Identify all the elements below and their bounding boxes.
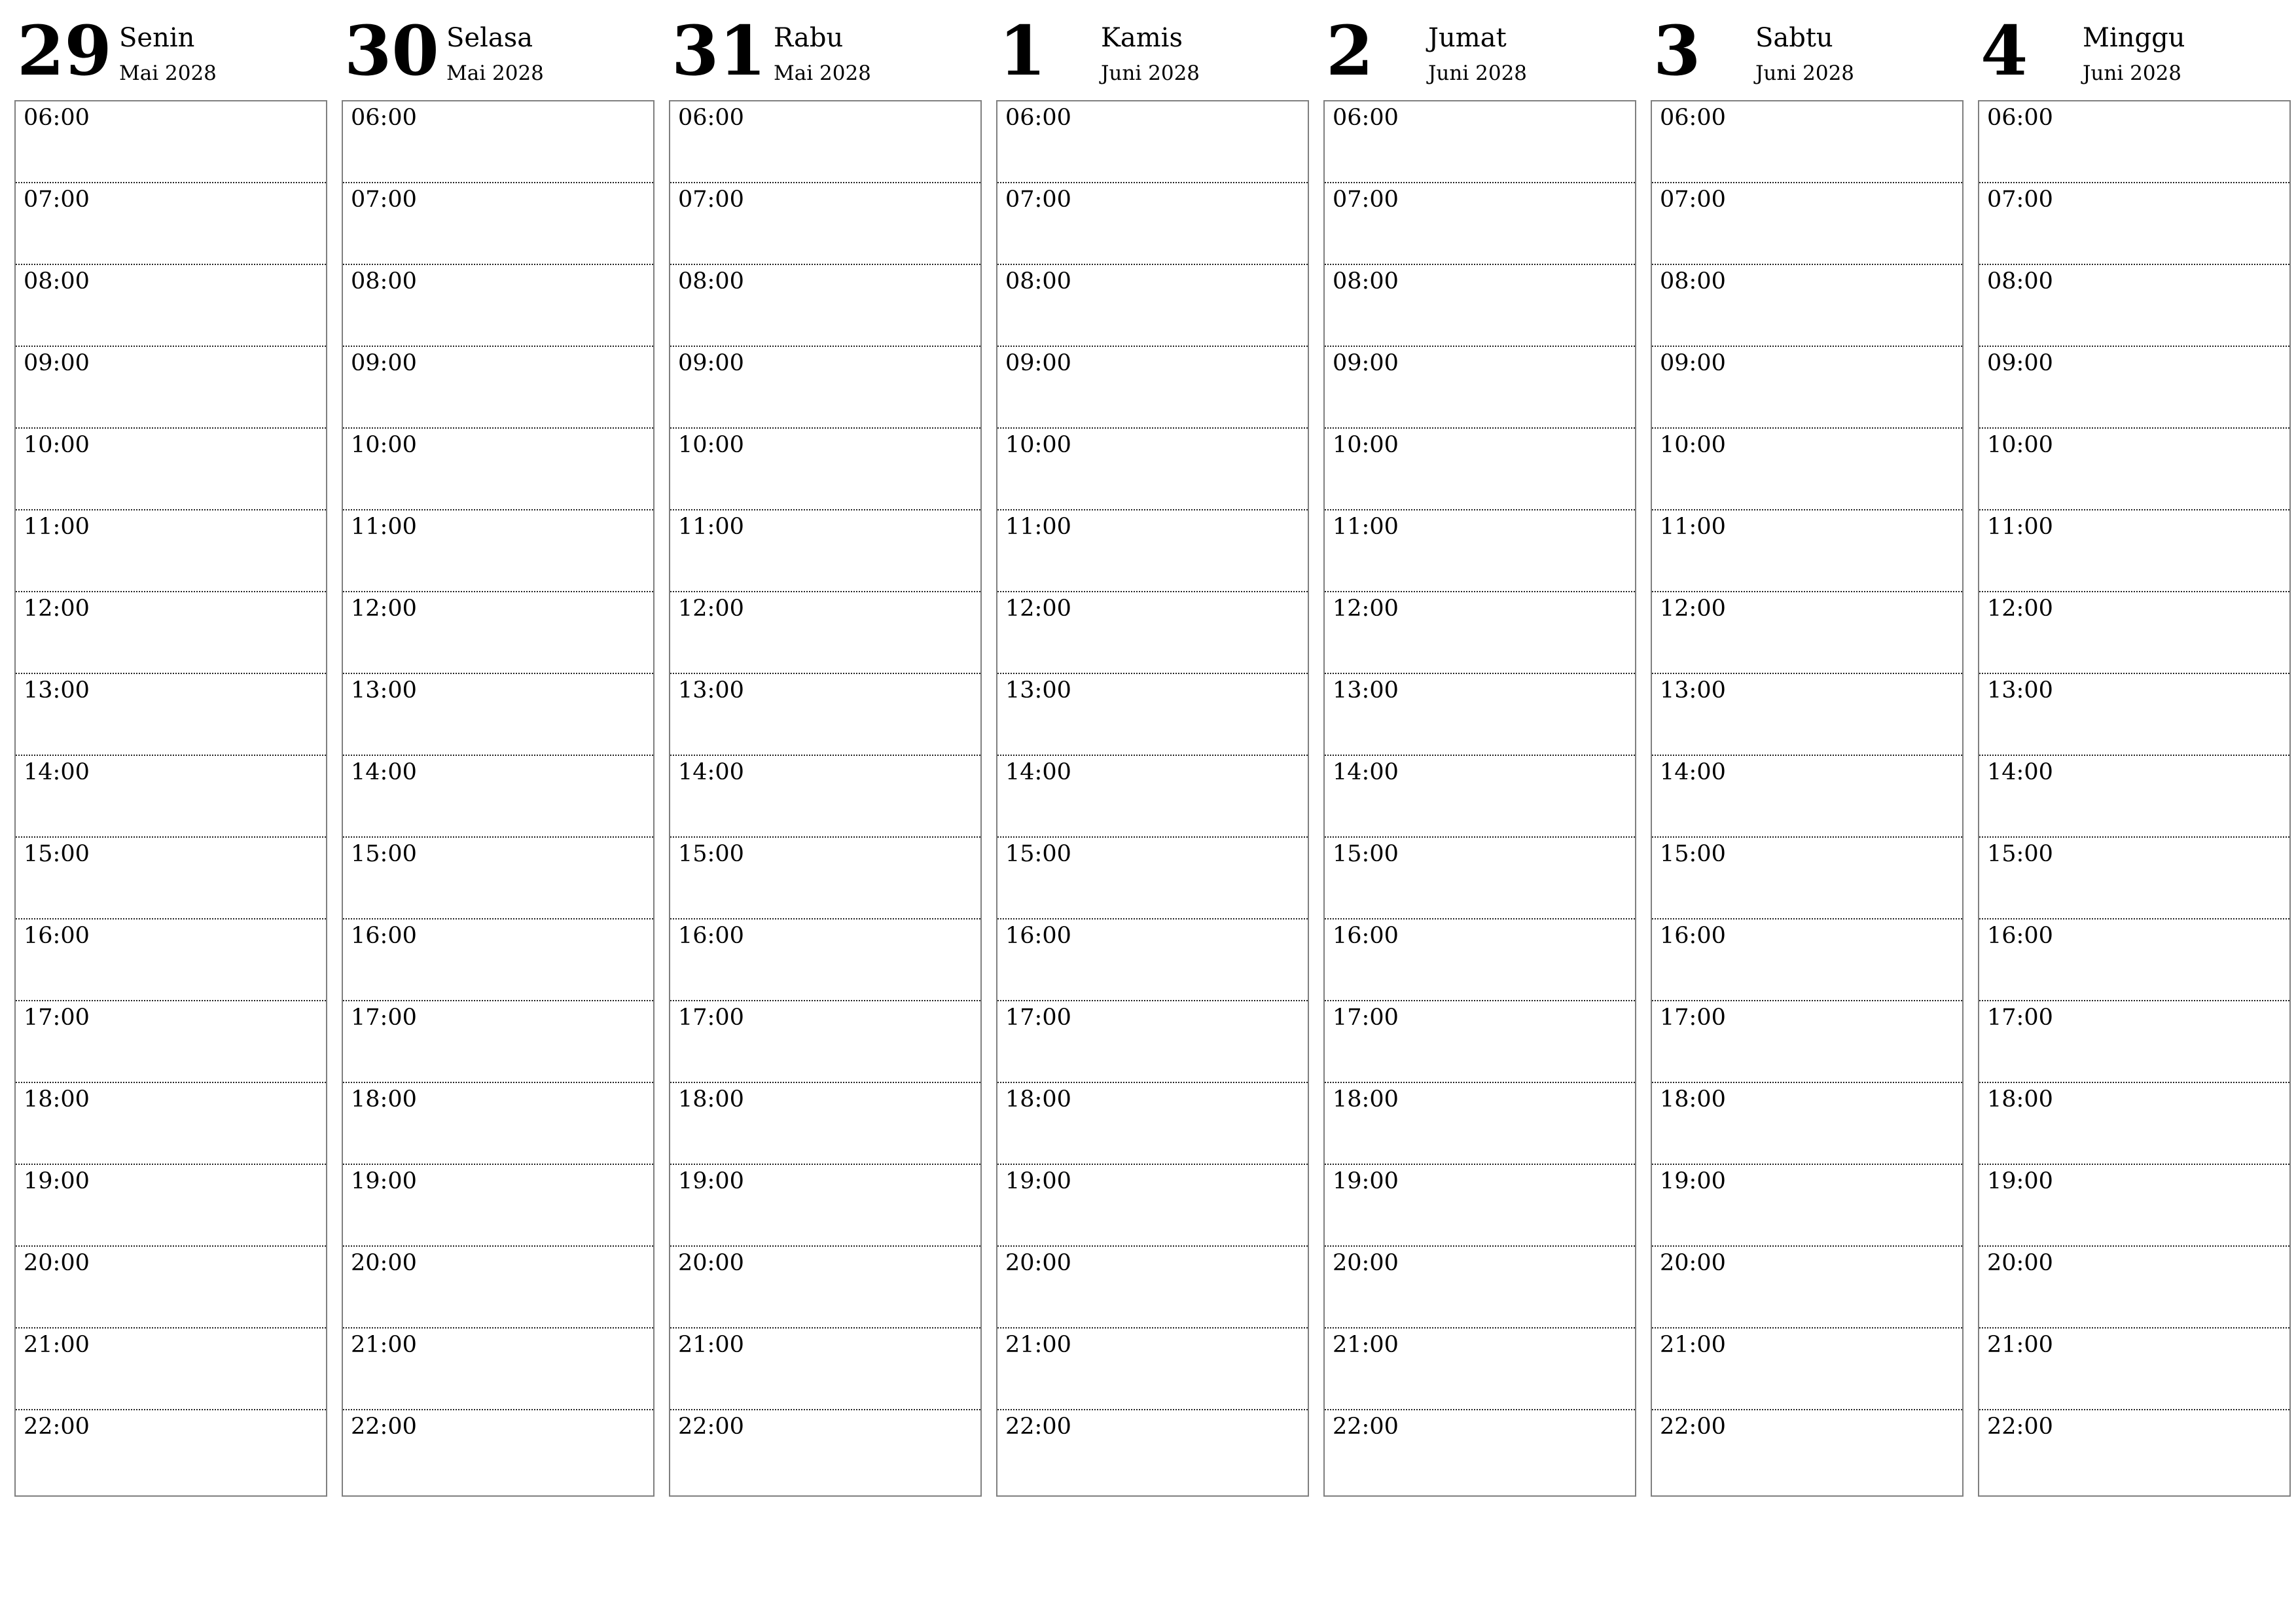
time-slot[interactable] [997, 1165, 1308, 1247]
time-label: 07:00 [1660, 187, 1726, 213]
time-slot[interactable] [1325, 347, 1635, 429]
time-label: 15:00 [24, 841, 90, 867]
time-slot[interactable] [997, 1001, 1308, 1083]
time-slot[interactable] [997, 429, 1308, 510]
time-label: 13:00 [1660, 677, 1726, 704]
time-label: 06:00 [1333, 105, 1399, 131]
time-label: 14:00 [1333, 759, 1399, 785]
day-name: Rabu [774, 23, 844, 53]
time-label: 21:00 [351, 1332, 417, 1358]
day-number: 31 [672, 10, 766, 91]
time-slot[interactable] [343, 674, 653, 756]
time-label: 10:00 [24, 432, 90, 458]
day-name: Kamis [1101, 23, 1183, 53]
time-label: 17:00 [1660, 1005, 1726, 1031]
time-label: 07:00 [351, 187, 417, 213]
time-slot[interactable] [343, 265, 653, 347]
time-label: 14:00 [1005, 759, 1071, 785]
time-label: 08:00 [1987, 268, 2053, 294]
time-slot[interactable] [1652, 592, 1962, 674]
time-slot[interactable] [997, 1329, 1308, 1410]
time-slot[interactable] [1652, 510, 1962, 592]
time-label: 20:00 [1987, 1250, 2053, 1276]
time-label: 06:00 [1660, 105, 1726, 131]
day-header [1651, 0, 1964, 98]
time-label: 09:00 [678, 350, 744, 376]
time-label: 07:00 [678, 187, 744, 213]
time-slot[interactable] [1652, 347, 1962, 429]
time-slot[interactable] [997, 347, 1308, 429]
time-slot[interactable] [997, 510, 1308, 592]
time-slot[interactable] [670, 347, 980, 429]
time-slot[interactable] [1652, 1165, 1962, 1247]
time-label: 18:00 [1005, 1086, 1071, 1113]
time-label: 06:00 [351, 105, 417, 131]
time-label: 08:00 [1333, 268, 1399, 294]
time-label: 21:00 [24, 1332, 90, 1358]
time-slot[interactable] [1979, 1001, 2289, 1083]
time-slot[interactable] [997, 101, 1308, 183]
time-slot[interactable] [1325, 838, 1635, 919]
time-label: 07:00 [1333, 187, 1399, 213]
time-label: 16:00 [1005, 923, 1071, 949]
time-label: 21:00 [1333, 1332, 1399, 1358]
time-label: 11:00 [1987, 514, 2053, 540]
time-label: 17:00 [678, 1005, 744, 1031]
time-label: 11:00 [1660, 514, 1726, 540]
hourly-schedule [1323, 100, 1636, 1497]
time-label: 12:00 [1660, 596, 1726, 622]
day-name: Senin [119, 23, 195, 53]
time-label: 06:00 [1987, 105, 2053, 131]
time-slot[interactable] [343, 429, 653, 510]
time-label: 22:00 [1660, 1414, 1726, 1440]
time-slot[interactable] [1979, 838, 2289, 919]
time-label: 17:00 [24, 1005, 90, 1031]
time-label: 22:00 [1987, 1414, 2053, 1440]
time-slot[interactable] [16, 674, 326, 756]
time-label: 12:00 [1987, 596, 2053, 622]
time-slot[interactable] [1325, 1247, 1635, 1329]
time-slot[interactable] [1979, 265, 2289, 347]
time-label: 09:00 [351, 350, 417, 376]
time-slot[interactable] [1979, 1083, 2289, 1165]
time-label: 17:00 [351, 1005, 417, 1031]
hourly-schedule [996, 100, 1309, 1497]
day-name: Selasa [446, 23, 533, 53]
time-label: 13:00 [1333, 677, 1399, 704]
time-label: 08:00 [24, 268, 90, 294]
day-number: 29 [17, 10, 112, 91]
time-label: 18:00 [1987, 1086, 2053, 1113]
time-slot[interactable] [997, 1247, 1308, 1329]
time-label: 18:00 [1660, 1086, 1726, 1113]
day-header [1323, 0, 1636, 98]
day-number: 1 [999, 10, 1047, 91]
time-slot[interactable] [1652, 674, 1962, 756]
time-label: 11:00 [351, 514, 417, 540]
time-label: 22:00 [1333, 1414, 1399, 1440]
time-label: 09:00 [1333, 350, 1399, 376]
time-label: 11:00 [1333, 514, 1399, 540]
time-label: 07:00 [1005, 187, 1071, 213]
time-label: 19:00 [1333, 1168, 1399, 1194]
time-label: 06:00 [24, 105, 90, 131]
time-slot[interactable] [670, 919, 980, 1001]
day-name: Minggu [2083, 23, 2185, 53]
time-label: 21:00 [678, 1332, 744, 1358]
time-slot[interactable] [997, 838, 1308, 919]
time-slot[interactable] [997, 265, 1308, 347]
month-year: Juni 2028 [1755, 62, 1855, 85]
time-label: 15:00 [1987, 841, 2053, 867]
time-slot[interactable] [1325, 429, 1635, 510]
time-label: 14:00 [1660, 759, 1726, 785]
time-label: 22:00 [678, 1414, 744, 1440]
time-label: 21:00 [1005, 1332, 1071, 1358]
day-header [1978, 0, 2291, 98]
time-label: 18:00 [678, 1086, 744, 1113]
month-year: Mai 2028 [774, 62, 871, 85]
time-slot[interactable] [1979, 183, 2289, 265]
time-slot[interactable] [343, 1247, 653, 1329]
time-label: 20:00 [1333, 1250, 1399, 1276]
time-label: 20:00 [351, 1250, 417, 1276]
time-slot[interactable] [997, 592, 1308, 674]
time-slot[interactable] [1979, 429, 2289, 510]
time-label: 15:00 [351, 841, 417, 867]
time-slot[interactable] [1979, 510, 2289, 592]
time-slot[interactable] [16, 756, 326, 838]
time-slot[interactable] [343, 756, 653, 838]
time-slot[interactable] [16, 1165, 326, 1247]
time-slot[interactable] [16, 838, 326, 919]
time-label: 16:00 [1333, 923, 1399, 949]
month-year: Juni 2028 [2083, 62, 2182, 85]
month-year: Juni 2028 [1101, 62, 1200, 85]
time-slot[interactable] [1652, 101, 1962, 183]
time-slot[interactable] [1979, 592, 2289, 674]
time-slot[interactable] [16, 1247, 326, 1329]
time-slot[interactable] [1979, 1329, 2289, 1410]
time-slot[interactable] [343, 510, 653, 592]
time-label: 09:00 [1005, 350, 1071, 376]
time-slot[interactable] [1325, 265, 1635, 347]
time-slot[interactable] [1652, 919, 1962, 1001]
time-slot[interactable] [670, 674, 980, 756]
time-slot[interactable] [343, 183, 653, 265]
time-slot[interactable] [670, 265, 980, 347]
time-slot[interactable] [1979, 756, 2289, 838]
month-year: Mai 2028 [446, 62, 544, 85]
time-slot[interactable] [670, 1001, 980, 1083]
time-label: 11:00 [1005, 514, 1071, 540]
time-slot[interactable] [1325, 592, 1635, 674]
time-label: 08:00 [1660, 268, 1726, 294]
time-slot[interactable] [343, 1329, 653, 1410]
time-slot[interactable] [1325, 1410, 1635, 1492]
time-slot[interactable] [1979, 919, 2289, 1001]
time-slot[interactable] [670, 1410, 980, 1492]
time-slot[interactable] [997, 756, 1308, 838]
time-label: 21:00 [1987, 1332, 2053, 1358]
time-slot[interactable] [1325, 183, 1635, 265]
time-label: 09:00 [1660, 350, 1726, 376]
hourly-schedule [1978, 100, 2291, 1497]
time-slot[interactable] [16, 592, 326, 674]
month-year: Juni 2028 [1428, 62, 1528, 85]
time-label: 10:00 [1987, 432, 2053, 458]
hourly-schedule [669, 100, 982, 1497]
time-slot[interactable] [1325, 756, 1635, 838]
time-label: 17:00 [1987, 1005, 2053, 1031]
time-slot[interactable] [1652, 265, 1962, 347]
time-label: 08:00 [1005, 268, 1071, 294]
time-slot[interactable] [1979, 674, 2289, 756]
time-slot[interactable] [1652, 1001, 1962, 1083]
time-slot[interactable] [1652, 1247, 1962, 1329]
time-label: 07:00 [24, 187, 90, 213]
time-label: 20:00 [1005, 1250, 1071, 1276]
day-name: Jumat [1428, 23, 1507, 53]
time-slot[interactable] [1652, 1329, 1962, 1410]
time-slot[interactable] [670, 1247, 980, 1329]
time-slot[interactable] [343, 1083, 653, 1165]
time-slot[interactable] [343, 592, 653, 674]
time-label: 13:00 [1005, 677, 1071, 704]
time-slot[interactable] [343, 1165, 653, 1247]
time-slot[interactable] [1325, 1083, 1635, 1165]
time-label: 15:00 [1333, 841, 1399, 867]
time-slot[interactable] [343, 838, 653, 919]
time-label: 17:00 [1333, 1005, 1399, 1031]
time-slot[interactable] [670, 429, 980, 510]
time-slot[interactable] [1325, 510, 1635, 592]
time-slot[interactable] [16, 919, 326, 1001]
time-slot[interactable] [16, 347, 326, 429]
time-slot[interactable] [16, 1083, 326, 1165]
day-header [342, 0, 655, 98]
time-label: 22:00 [24, 1414, 90, 1440]
time-slot[interactable] [16, 1001, 326, 1083]
time-slot[interactable] [670, 1083, 980, 1165]
day-header [669, 0, 982, 98]
time-slot[interactable] [1652, 756, 1962, 838]
time-label: 17:00 [1005, 1005, 1071, 1031]
time-slot[interactable] [1652, 429, 1962, 510]
time-label: 18:00 [24, 1086, 90, 1113]
time-slot[interactable] [16, 183, 326, 265]
time-slot[interactable] [1979, 347, 2289, 429]
time-label: 14:00 [1987, 759, 2053, 785]
time-label: 20:00 [678, 1250, 744, 1276]
time-slot[interactable] [670, 510, 980, 592]
time-label: 15:00 [678, 841, 744, 867]
time-label: 10:00 [1333, 432, 1399, 458]
day-header [996, 0, 1309, 98]
time-label: 19:00 [1005, 1168, 1071, 1194]
time-label: 16:00 [351, 923, 417, 949]
time-slot[interactable] [1979, 1410, 2289, 1492]
time-label: 10:00 [1005, 432, 1071, 458]
time-slot[interactable] [670, 1329, 980, 1410]
time-label: 11:00 [678, 514, 744, 540]
time-label: 19:00 [1660, 1168, 1726, 1194]
time-label: 06:00 [1005, 105, 1071, 131]
time-slot[interactable] [997, 919, 1308, 1001]
time-slot[interactable] [1652, 1083, 1962, 1165]
time-slot[interactable] [997, 1410, 1308, 1492]
time-slot[interactable] [343, 1001, 653, 1083]
time-label: 08:00 [678, 268, 744, 294]
day-number: 2 [1326, 10, 1374, 91]
time-label: 10:00 [678, 432, 744, 458]
time-label: 20:00 [24, 1250, 90, 1276]
time-slot[interactable] [343, 1410, 653, 1492]
hourly-schedule [14, 100, 327, 1497]
time-label: 20:00 [1660, 1250, 1726, 1276]
time-slot[interactable] [16, 101, 326, 183]
time-label: 16:00 [1987, 923, 2053, 949]
time-label: 19:00 [1987, 1168, 2053, 1194]
time-label: 08:00 [351, 268, 417, 294]
time-label: 10:00 [351, 432, 417, 458]
time-slot[interactable] [1652, 1410, 1962, 1492]
time-slot[interactable] [997, 674, 1308, 756]
day-number: 4 [1981, 10, 2028, 91]
time-slot[interactable] [670, 101, 980, 183]
time-label: 19:00 [351, 1168, 417, 1194]
time-label: 14:00 [678, 759, 744, 785]
time-label: 13:00 [1987, 677, 2053, 704]
day-name: Sabtu [1755, 23, 1833, 53]
time-slot[interactable] [670, 838, 980, 919]
day-number: 30 [344, 10, 439, 91]
time-label: 19:00 [678, 1168, 744, 1194]
time-label: 09:00 [1987, 350, 2053, 376]
time-label: 13:00 [24, 677, 90, 704]
time-slot[interactable] [1325, 1001, 1635, 1083]
time-label: 18:00 [351, 1086, 417, 1113]
time-slot[interactable] [343, 919, 653, 1001]
hourly-schedule [1651, 100, 1964, 1497]
time-label: 15:00 [1005, 841, 1071, 867]
time-slot[interactable] [1325, 919, 1635, 1001]
time-label: 12:00 [1005, 596, 1071, 622]
time-label: 09:00 [24, 350, 90, 376]
time-label: 11:00 [24, 514, 90, 540]
time-label: 13:00 [351, 677, 417, 704]
time-label: 16:00 [1660, 923, 1726, 949]
day-number: 3 [1653, 10, 1701, 91]
time-slot[interactable] [997, 1083, 1308, 1165]
time-slot[interactable] [16, 265, 326, 347]
time-slot[interactable] [1652, 183, 1962, 265]
weekly-planner [14, 0, 2291, 1505]
time-label: 16:00 [24, 923, 90, 949]
time-label: 12:00 [24, 596, 90, 622]
time-label: 12:00 [1333, 596, 1399, 622]
day-header [14, 0, 327, 98]
time-slot[interactable] [1325, 1165, 1635, 1247]
time-label: 06:00 [678, 105, 744, 131]
time-label: 10:00 [1660, 432, 1726, 458]
time-slot[interactable] [1979, 1247, 2289, 1329]
time-slot[interactable] [1979, 101, 2289, 183]
time-slot[interactable] [343, 101, 653, 183]
time-slot[interactable] [343, 347, 653, 429]
time-label: 22:00 [351, 1414, 417, 1440]
time-slot[interactable] [16, 510, 326, 592]
time-label: 07:00 [1987, 187, 2053, 213]
time-label: 18:00 [1333, 1086, 1399, 1113]
time-slot[interactable] [1652, 838, 1962, 919]
time-label: 21:00 [1660, 1332, 1726, 1358]
month-year: Mai 2028 [119, 62, 217, 85]
hourly-schedule [342, 100, 655, 1497]
time-slot[interactable] [16, 429, 326, 510]
time-label: 16:00 [678, 923, 744, 949]
time-slot[interactable] [997, 183, 1308, 265]
time-label: 15:00 [1660, 841, 1726, 867]
time-label: 12:00 [678, 596, 744, 622]
time-label: 12:00 [351, 596, 417, 622]
time-slot[interactable] [670, 756, 980, 838]
time-slot[interactable] [670, 183, 980, 265]
time-slot[interactable] [1325, 101, 1635, 183]
time-slot[interactable] [670, 592, 980, 674]
time-slot[interactable] [1325, 1329, 1635, 1410]
time-label: 14:00 [351, 759, 417, 785]
time-label: 13:00 [678, 677, 744, 704]
time-label: 19:00 [24, 1168, 90, 1194]
time-slot[interactable] [16, 1329, 326, 1410]
time-label: 22:00 [1005, 1414, 1071, 1440]
time-label: 14:00 [24, 759, 90, 785]
time-slot[interactable] [670, 1165, 980, 1247]
time-slot[interactable] [16, 1410, 326, 1492]
time-slot[interactable] [1979, 1165, 2289, 1247]
time-slot[interactable] [1325, 674, 1635, 756]
